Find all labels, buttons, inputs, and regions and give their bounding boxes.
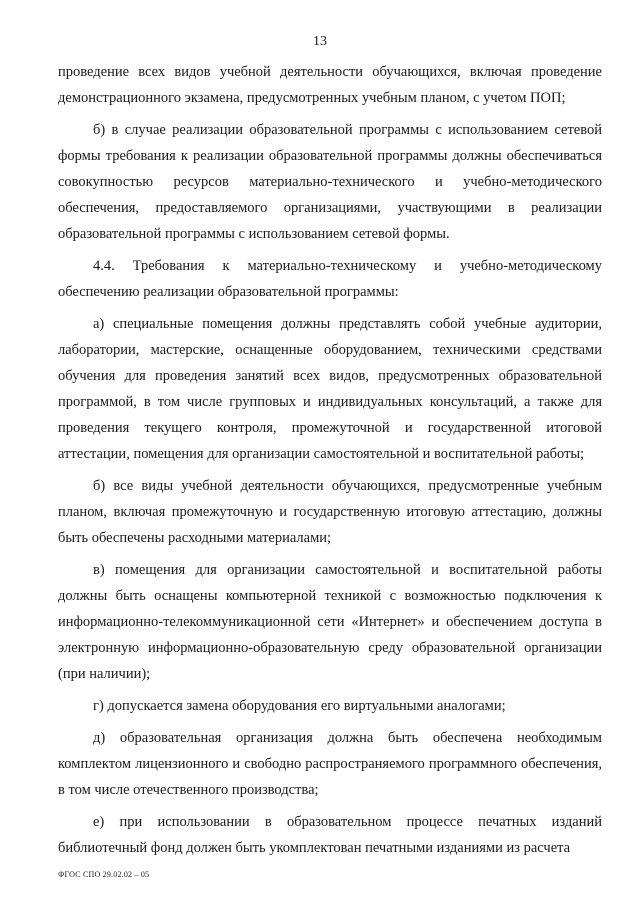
paragraph-item-e-library-fund: е) при использовании в образовательном процессе печатных изданий библиотечный фонд должен быть укомплектован печатными изданиями из расчета [58,814,602,856]
body-text [58,59,602,867]
paragraph-item-v-computer-equipment: в) помещения для организации самостоятельной и воспитательной работы должны быть оснащены компьютерной техникой с возможностью подключения к информационно-телекоммуникационной сети «Интернет» и обеспечением доступа в электронную информационно-образовательную среду образовательной организации (при наличии); [58,562,602,682]
page-number: 13 [313,34,327,49]
paragraph-item-b-consumables: б) все виды учебной деятельности обучающихся, предусмотренные учебным планом, включая промежуточную и государственную итоговую аттестацию, должны быть обеспечены расходными материалами; [58,478,602,546]
paragraph-continuation: проведение всех видов учебной деятельности обучающихся, включая проведение демонстрационного экзамена, предусмотренных учебным планом, с учетом ПОП; [58,64,602,106]
paragraph-item-a-special-rooms: а) специальные помещения должны представлять собой учебные аудитории, лаборатории, мастерские, оснащенные оборудованием, техническими средствами обучения для проведения занятий всех видов, предусмотренных образовательной программой, в том числе групповых и индивидуальных консультаций, а также для проведения текущего контроля, промежуточной и государственной итоговой аттестации, помещения для организации самостоятельной и воспитательной работы; [58,316,602,462]
section-4-4-heading-paragraph: 4.4. Требования к материально-техническому и учебно-методическому обеспечению реализации образовательной программы: [58,258,602,300]
footer-document-code: ФГОС СПО 29.02.02 – 05 [58,870,150,879]
paragraph-item-g-virtual-analogs: г) допускается замена оборудования его виртуальными аналогами; [93,698,506,714]
paragraph-item-b-network-form: б) в случае реализации образовательной программы с использованием сетевой формы требования к реализации образовательной программы должны обеспечиваться совокупностью ресурсов материально-технического и учебно-методического обеспечения, предоставляемого организациями, участвующими в реализации образовательной программы с использованием сетевой формы. [58,122,602,242]
paragraph-item-d-software: д) образовательная организация должна быть обеспечена необходимым комплектом лицензионного и свободно распространяемого программного обеспечения, в том числе отечественного производства; [58,730,602,798]
